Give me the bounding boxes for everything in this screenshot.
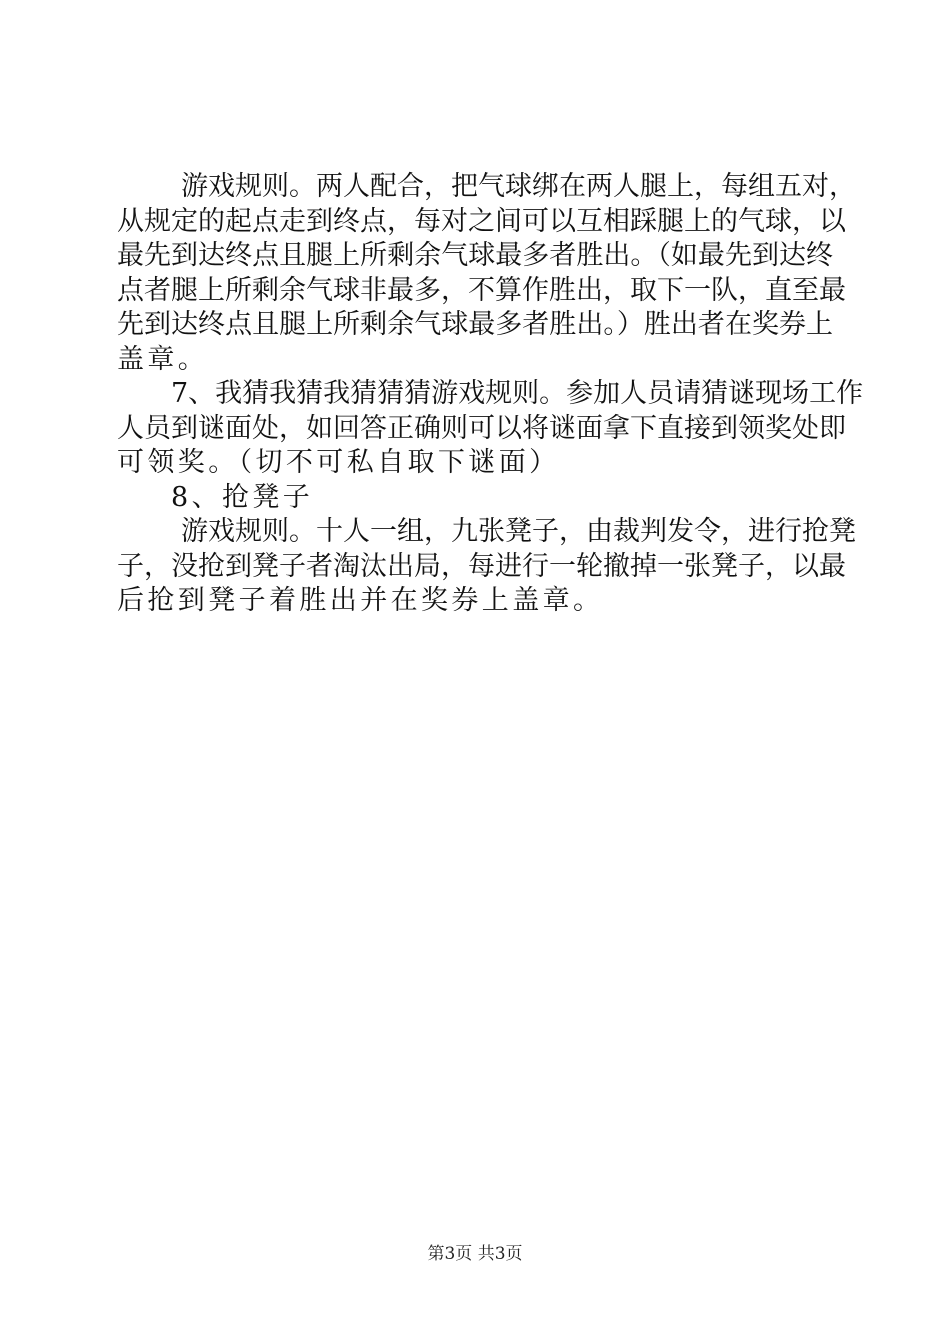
paragraph-balloon-game: [117, 170, 856, 377]
text-line: 最先到达终点且腿上所剩余气球最多者胜出。（如最先到达终: [117, 240, 833, 271]
paragraph-musical-chairs-rules: [117, 515, 856, 619]
text-line: 先到达终点且腿上所剩余气球最多者胜出。）胜出者在奖券上: [117, 309, 833, 340]
text-line: 子，没抢到凳子者淘汰出局，每进行一轮撤掉一张凳子，以最: [117, 550, 846, 582]
paragraph-guessing-game: [117, 377, 864, 481]
text-line: 游戏规则。两人配合，把气球绑在两人腿上，每组五对，: [181, 171, 856, 202]
text-line: 盖章。: [117, 343, 209, 375]
section-heading-musical-chairs: [117, 481, 833, 516]
document-body: [117, 170, 864, 619]
text-line: 游戏规则。十人一组，九张凳子，由裁判发令，进行抢凳: [181, 516, 856, 547]
text-line: 可领奖。（切不可私自取下谜面）: [117, 447, 560, 478]
text-line: 从规定的起点走到终点，每对之间可以互相踩腿上的气球，以: [117, 205, 846, 237]
page-number-label: 第3页 共3页: [427, 1244, 523, 1264]
text-line: 7、我猜我猜我猜猜猜游戏规则。参加人员请猜谜现场工作: [171, 378, 864, 409]
page-footer: [0, 1243, 950, 1265]
text-line: 点者腿上所剩余气球非最多，不算作胜出，取下一队，直至最: [117, 274, 846, 306]
text-line: 人员到谜面处，如回答正确则可以将谜面拿下直接到领奖处即: [117, 412, 846, 444]
heading-line: 8、抢凳子: [171, 481, 314, 513]
text-line: 后抢到凳子着胜出并在奖券上盖章。: [117, 585, 604, 616]
